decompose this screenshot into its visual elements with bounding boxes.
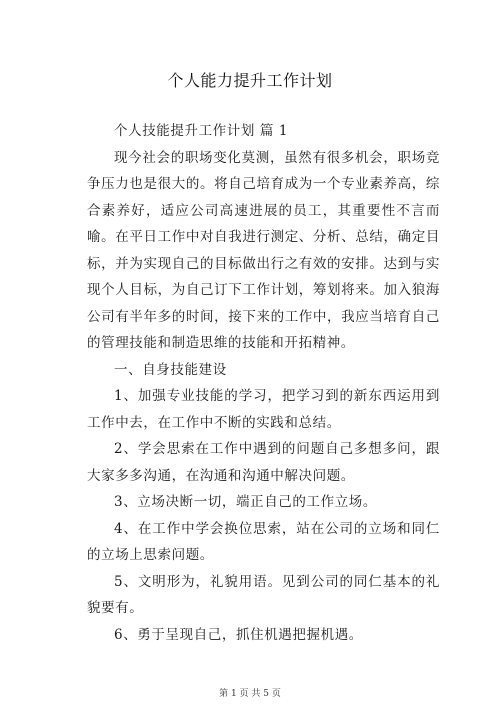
list-item: 5、文明形为，礼貌用语。见到公司的同仁基本的礼貌要有。 bbox=[87, 573, 440, 616]
document-title: 个人能力提升工作计划 bbox=[167, 71, 333, 90]
list-item: 1、加强专业技能的学习，把学习到的新东西运用到工作中去，在工作中不断的实践和总结。 bbox=[87, 388, 440, 431]
list-item: 4、在工作中学会换位思索，站在公司的立场和同仁的立场上思索问题。 bbox=[87, 520, 440, 563]
section-heading: 个人技能提升工作计划 篇 1 bbox=[114, 123, 289, 139]
page-number-footer: 第 1 页 共 5 页 bbox=[219, 689, 281, 699]
list-item: 3、立场决断一切，端正自己的工作立场。 bbox=[114, 494, 377, 510]
body-paragraph: 现今社会的职场变化莫测，虽然有很多机会，职场竞争压力也是很大的。将自己培育成为一个专业素养高，综合素养好，适应公司高速进展的员工，其重要性不言而喻。在平日工作中对自我进行测定、分析、总结，确定目标，并为实现自己的目标做出行之有效的安排。达到与实现个人目标，为自己订下工作计划，筹划将来。加入狼海公司有半年多的时间，接下来的工作中，我应当培育自己的管理技能和制造思维的技能和开拓精神。 bbox=[87, 149, 440, 351]
list-item: 2、学会思索在工作中遇到的问题自己多想多问，跟大家多多沟通，在沟通和沟通中解决问题。 bbox=[87, 441, 440, 484]
subsection-heading: 一、自身技能建设 bbox=[114, 361, 227, 378]
document-body bbox=[87, 118, 440, 648]
list-item: 6、勇于呈现自己，抓住机遇把握机遇。 bbox=[114, 626, 363, 643]
